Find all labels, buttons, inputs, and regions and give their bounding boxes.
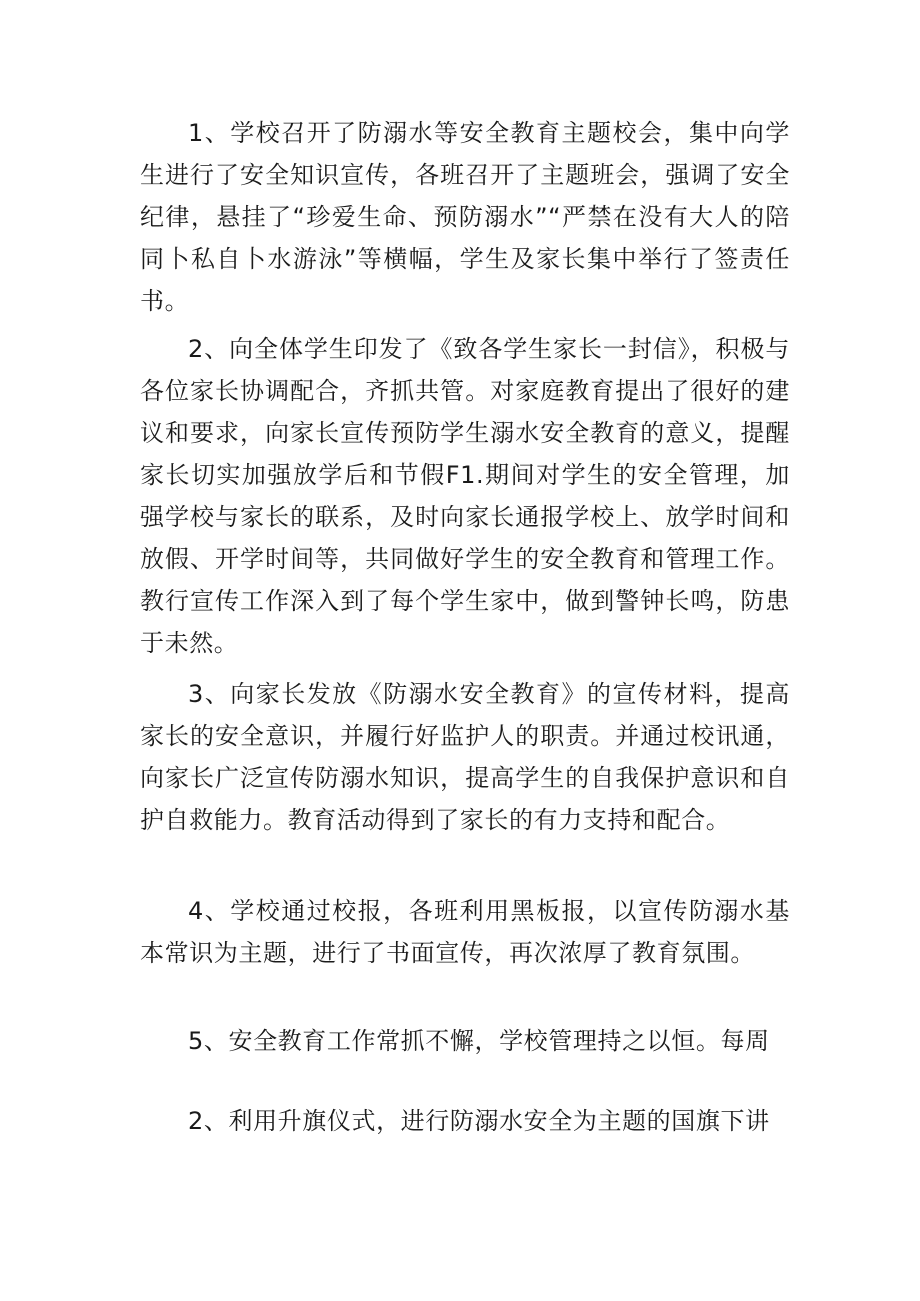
paragraph-5: 5、安全教育工作常抓不懈，学校管理持之以恒。每周 (188, 1027, 770, 1055)
paragraph-1: 1、学校召开了防溺水等安全教育主题校会，集中向学生进行了安全知识宣传，各班召开了主题班会，强调了安全纪律，悬挂了“珍爱生命、预防溺水”“严禁在没有大人的陪同卜私自卜水游泳”等横幅，学生及家长集中举行了签责任书。 (140, 119, 790, 315)
paragraph-6: 2、利用升旗仪式，进行防溺水安全为主题的国旗下讲 (188, 1107, 770, 1135)
paragraph-3: 3、向家长发放《防溺水安全教育》的宣传材料，提高家长的安全意识，并履行好监护人的职责。并通过校讯通，向家长广泛宣传防溺水知识，提高学生的自我保护意识和自护自救能力。教育活动得到了家长的有力支持和配合。 (140, 680, 790, 834)
paragraph-2: 2、向全体学生印发了《致各学生家长一封信》，积极与各位家长协调配合，齐抓共管。对家庭教育提出了很好的建议和要求，向家长宣传预防学生溺水安全教育的意义，提醒家长切实加强放学后和节假F1.期间对学生的安全管理，加强学校与家长的联系，及时向家长通报学校上、放学时间和放假、开学时间等，共同做好学生的安全教育和管理工作。教行宣传工作深入到了每个学生家中，做到警钟长鸣，防患于未然。 (140, 335, 790, 657)
paragraph-4: 4、学校通过校报，各班利用黑板报，以宣传防溺水基本常识为主题，进行了书面宣传，再次浓厚了教育氛围。 (140, 897, 790, 967)
